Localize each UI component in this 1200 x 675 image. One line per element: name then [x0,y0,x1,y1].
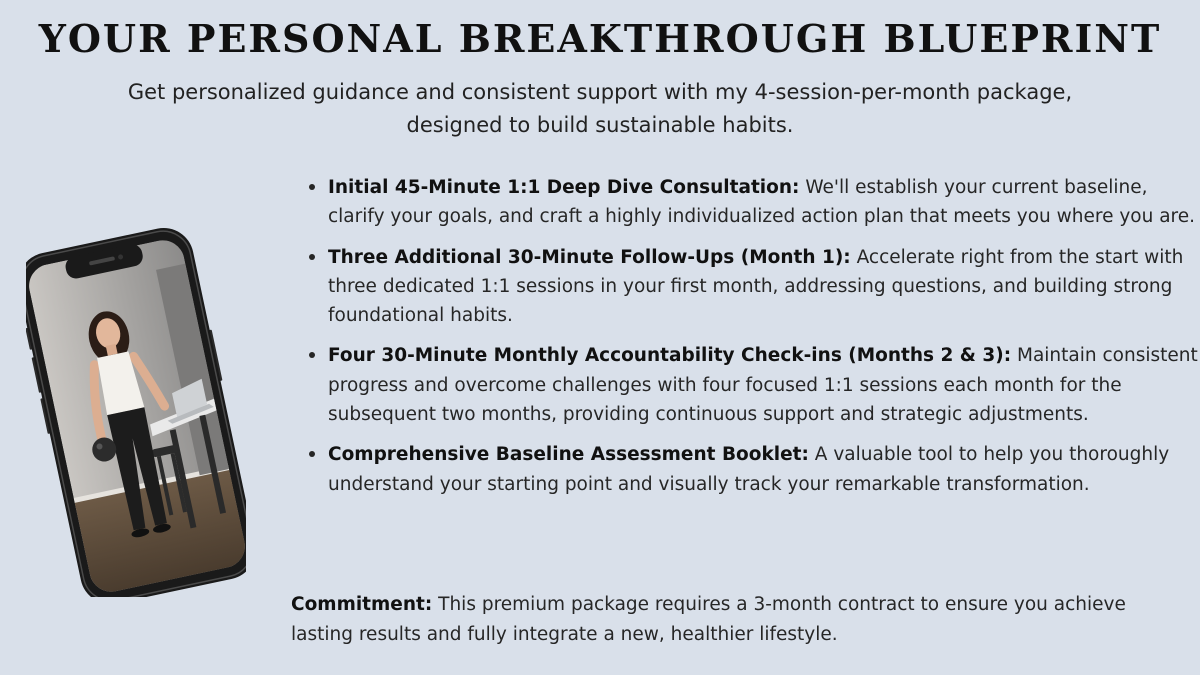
page-title: YOUR PERSONAL BREAKTHROUGH BLUEPRINT [38,16,1162,61]
list-item [328,172,1200,232]
feature-text: Maintain consistent progress and overcome challenges with four focused 1:1 sessions each month for the subsequent two months, providing continuous support and strategic adjustments. [328,345,1198,426]
feature-list [306,172,1200,509]
commitment-heading: Commitment: [291,594,433,615]
page-subtitle: Get personalized guidance and consistent support with my 4-session-per-month package, designed to build sustainable habits. [127,80,1073,137]
smartphone-photo-icon [26,227,246,597]
feature-heading: Four 30-Minute Monthly Accountability Check-ins (Months 2 & 3): [328,345,1012,367]
list-item [328,340,1200,429]
list-item [328,242,1200,331]
feature-text: A valuable tool to help you thoroughly understand your starting point and visually track your remarkable transformation. [328,444,1170,495]
commitment-note [291,590,1181,649]
feature-heading: Initial 45-Minute 1:1 Deep Dive Consultation: [328,177,800,198]
phone-photo [38,233,234,593]
feature-text: Accelerate right from the start with three dedicated 1:1 sessions in your first month, addressing questions, and building strong foundational habits. [328,246,1184,327]
list-item [328,439,1200,499]
feature-text: We'll establish your current baseline, clarify your goals, and craft a highly individualized action plan that meets you where you are. [328,177,1196,228]
commitment-text: This premium package requires a 3-month contract to ensure you achieve lasting results and fully integrate a new, healthier lifestyle. [291,594,1126,645]
feature-heading: Three Additional 30-Minute Follow-Ups (Month 1): [328,246,851,268]
feature-heading: Comprehensive Baseline Assessment Booklet: [328,444,809,466]
